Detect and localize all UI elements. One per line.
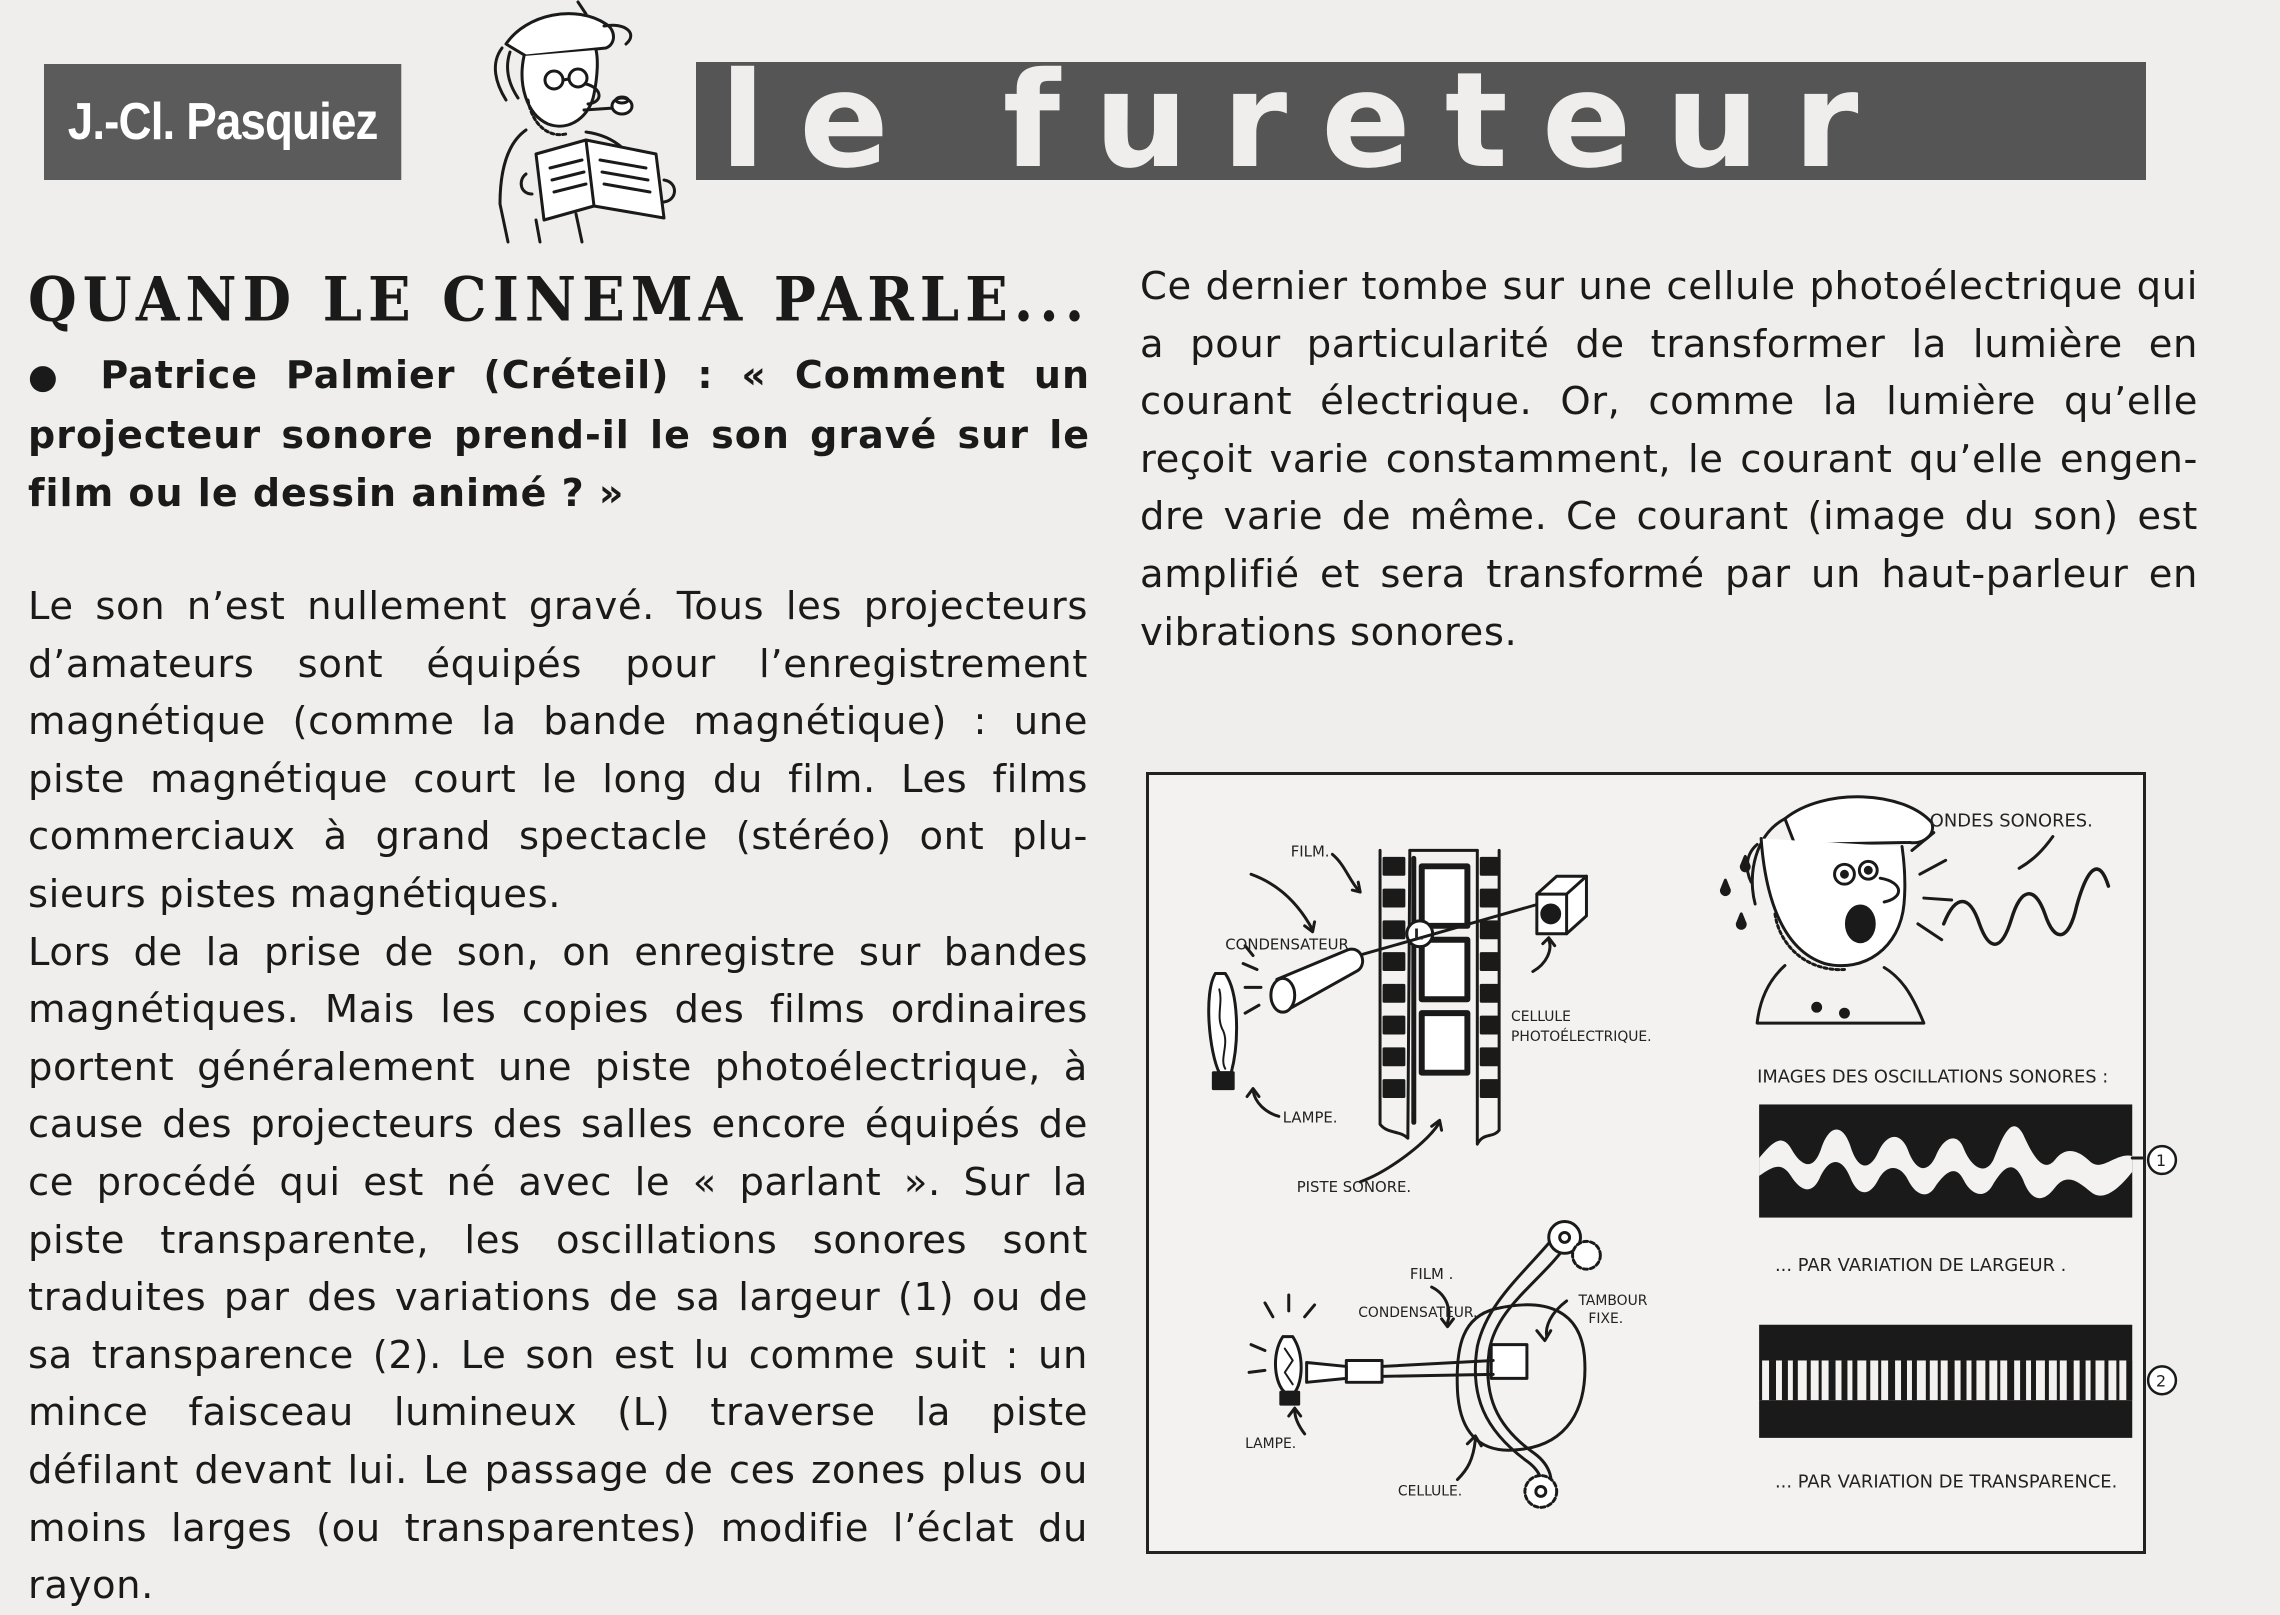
density-stripe bbox=[1852, 1360, 1857, 1400]
question-text: Patrice Palmier (Créteil) : « Comment un projecteur sonore prend-il le son gravé sur le film ou le dessin animé ? » bbox=[28, 353, 1091, 515]
left-column-body bbox=[28, 578, 1088, 1615]
label-cellule-2: PHOTOÉLECTRIQUE. bbox=[1511, 1028, 1652, 1045]
label-ondes-sonores: ONDES SONORES. bbox=[1929, 810, 2093, 832]
marker-1: 1 bbox=[2156, 1150, 2167, 1170]
reader-question bbox=[28, 346, 1090, 522]
label-lampe-bottom: LAMPE. bbox=[1245, 1435, 1297, 1452]
density-stripe bbox=[1961, 1360, 1967, 1400]
density-stripe bbox=[1759, 1360, 1762, 1400]
density-stripe bbox=[1866, 1360, 1870, 1400]
density-stripe bbox=[1807, 1360, 1811, 1400]
density-stripe bbox=[2126, 1360, 2132, 1400]
author-byline bbox=[44, 64, 401, 180]
label-tambour-1: TAMBOUR bbox=[1578, 1292, 1648, 1309]
density-stripe bbox=[2116, 1360, 2119, 1400]
density-stripe bbox=[1793, 1360, 1798, 1400]
label-images-oscillations: IMAGES DES OSCILLATIONS SONORES : bbox=[1757, 1066, 2109, 1088]
density-stripe bbox=[2080, 1360, 2086, 1400]
reading-man-illustration bbox=[466, 4, 686, 244]
density-stripe bbox=[1841, 1360, 1847, 1400]
density-stripe bbox=[1926, 1360, 1930, 1400]
density-stripe bbox=[1948, 1360, 1955, 1400]
caption-variation-transparence: ... PAR VARIATION DE TRANSPARENCE. bbox=[1775, 1471, 2118, 1493]
density-stripe bbox=[1971, 1360, 1976, 1400]
article-heading: QUAND LE CINEMA PARLE... bbox=[28, 264, 1091, 336]
density-stripe bbox=[1888, 1360, 1895, 1400]
label-cellule-bottom: CELLULE. bbox=[1397, 1483, 1463, 1500]
density-stripe bbox=[2104, 1360, 2108, 1400]
caption-variation-largeur: ... PAR VARIATION DE LARGEUR . bbox=[1775, 1255, 2067, 1277]
density-stripe bbox=[1938, 1360, 1941, 1400]
right-column-body bbox=[1140, 258, 2198, 661]
density-stripe bbox=[1985, 1360, 1989, 1400]
density-stripe bbox=[1997, 1360, 2000, 1400]
label-piste-sonore: PISTE SONORE. bbox=[1296, 1177, 1412, 1196]
density-stripe bbox=[2007, 1360, 2014, 1400]
label-cellule-1: CELLULE bbox=[1511, 1009, 1571, 1026]
bullet-icon: ● bbox=[28, 357, 73, 397]
diagram-drawing bbox=[1149, 775, 2167, 1551]
density-stripe bbox=[1912, 1360, 1917, 1400]
density-stripe bbox=[1769, 1360, 1776, 1400]
density-stripe bbox=[2091, 1360, 2096, 1400]
paragraph: Le son n’est nullement gravé. Tous les projecteurs d’amateurs sont équipés pour l’enregistrement magnétique (comme la bande magnétique) : une piste magnétique court le long du film. Les films commerciaux à grand spectacle (stéréo) ont plu-sieurs pistes magnétiques. bbox=[28, 584, 1088, 917]
paragraph: Lors de la prise de son, on enregistre sur bandes magnétiques. Mais les copies des films ordinaires portent généralement une piste photoélectrique, à cause des projecteurs des salles encore équipés de ce procédé qui est né avec le « parlant ». Sur la piste transparente, les oscillations sonores sont traduites par des variations de sa largeur (1) ou de sa transparence (2). Le son est lu comme suit : un mince faisceau lumineux (L) traverse la piste défilant devant lui. Le passage de ces zones plus ou moins larges (ou transparentes) modifie l’éclat du rayon. bbox=[28, 929, 1088, 1609]
label-l-marker: L bbox=[1413, 925, 1424, 944]
sound-track-diagram bbox=[1146, 772, 2167, 1554]
label-film-bottom: FILM . bbox=[1409, 1265, 1454, 1284]
density-stripe bbox=[2045, 1360, 2049, 1400]
marker-2: 2 bbox=[2156, 1371, 2167, 1391]
label-condensateur-top: CONDENSATEUR bbox=[1225, 935, 1349, 954]
column-title: le fureteur bbox=[720, 44, 1893, 198]
density-stripe bbox=[2031, 1360, 2036, 1400]
density-stripe bbox=[2020, 1360, 2026, 1400]
density-stripe bbox=[2067, 1360, 2074, 1400]
density-stripe bbox=[1829, 1360, 1836, 1400]
label-condensateur-bottom: CONDENSATEUR. bbox=[1358, 1304, 1478, 1321]
paragraph: Ce dernier tombe sur une cellule photoélectrique qui a pour particularité de transformer la lumière en courant électrique. Or, comme la lumière qu’elle reçoit varie constamment, le courant qu’elle engen-dre varie de même. Ce courant (image du son) est amplifié et sera transformé par un haut-parleur en vibrations sonores. bbox=[1140, 264, 2198, 655]
label-film-top: FILM. bbox=[1290, 842, 1330, 861]
density-stripe bbox=[2057, 1360, 2060, 1400]
density-stripe bbox=[1878, 1360, 1881, 1400]
density-stripe bbox=[1819, 1360, 1822, 1400]
author-name: J.-Cl. Pasquiez bbox=[67, 93, 378, 151]
density-stripe bbox=[1782, 1360, 1788, 1400]
density-stripe bbox=[1901, 1360, 1907, 1400]
label-lampe-top: LAMPE. bbox=[1282, 1108, 1338, 1127]
label-tambour-2: FIXE. bbox=[1588, 1310, 1624, 1327]
